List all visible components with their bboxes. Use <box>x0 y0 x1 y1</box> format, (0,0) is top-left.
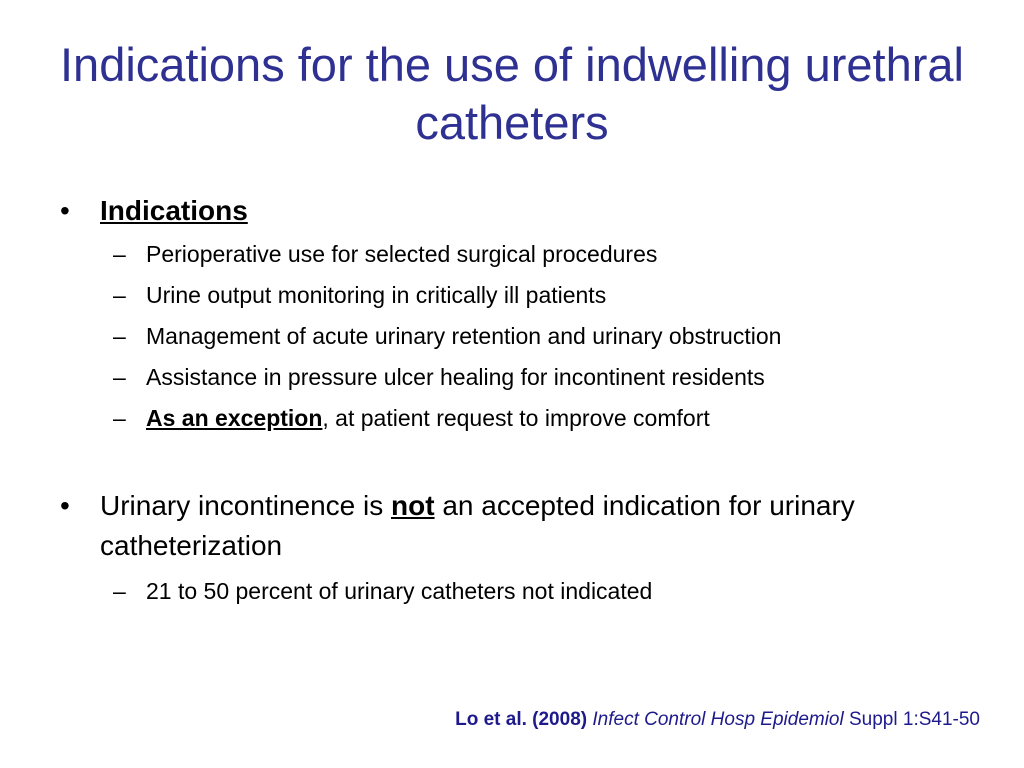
sub-bullet-text: Assistance in pressure ulcer healing for incontinent residents <box>146 364 765 390</box>
bullet-incontinence <box>60 486 960 566</box>
sub-bullet-dash: – <box>113 282 126 308</box>
sub-bullet-dash: – <box>113 405 126 431</box>
sub-bullet-pressure-ulcer <box>113 361 993 393</box>
bullet-indications <box>60 191 960 231</box>
citation <box>455 707 980 733</box>
indications-heading-text: Indications <box>100 195 248 226</box>
slide-title: Indications for the use of indwelling urethral catheters <box>60 38 964 149</box>
sub-bullet-dash: – <box>113 241 126 267</box>
not-emphasis: not <box>391 490 435 521</box>
bullet-mark: • <box>60 490 70 521</box>
sub-bullet-exception <box>113 402 993 434</box>
exception-emphasis: As an exception <box>146 405 323 431</box>
sub-bullet-perioperative <box>113 238 993 270</box>
bullet-mark: • <box>60 195 70 226</box>
sub-bullet-text: 21 to 50 percent of urinary catheters not indicated <box>146 578 653 604</box>
sub-bullet-dash: – <box>113 578 126 604</box>
sub-bullet-retention <box>113 320 993 352</box>
sub-bullet-percent-not-indicated <box>113 575 993 607</box>
sub-bullet-dash: – <box>113 364 126 390</box>
sub-bullet-text: Urine output monitoring in critically ill patients <box>146 282 607 308</box>
sub-bullet-text: Perioperative use for selected surgical procedures <box>146 241 658 267</box>
incontinence-text-after: an accepted indication for urinary catheterization <box>100 490 855 561</box>
exception-rest: , at patient request to improve comfort <box>322 405 710 431</box>
citation-details: Suppl 1:S41-50 <box>849 709 980 730</box>
incontinence-text <box>100 486 960 566</box>
indications-heading <box>100 191 960 231</box>
sub-bullet-exception-text <box>146 402 993 434</box>
sub-bullet-urine-output <box>113 279 993 311</box>
sub-bullet-dash: – <box>113 323 126 349</box>
citation-authors: Lo et al. (2008) <box>455 709 588 730</box>
sub-bullet-text: Management of acute urinary retention and urinary obstruction <box>146 323 782 349</box>
incontinence-text-before: Urinary incontinence is <box>100 490 392 521</box>
citation-journal: Infect Control Hosp Epidemiol <box>592 709 844 730</box>
